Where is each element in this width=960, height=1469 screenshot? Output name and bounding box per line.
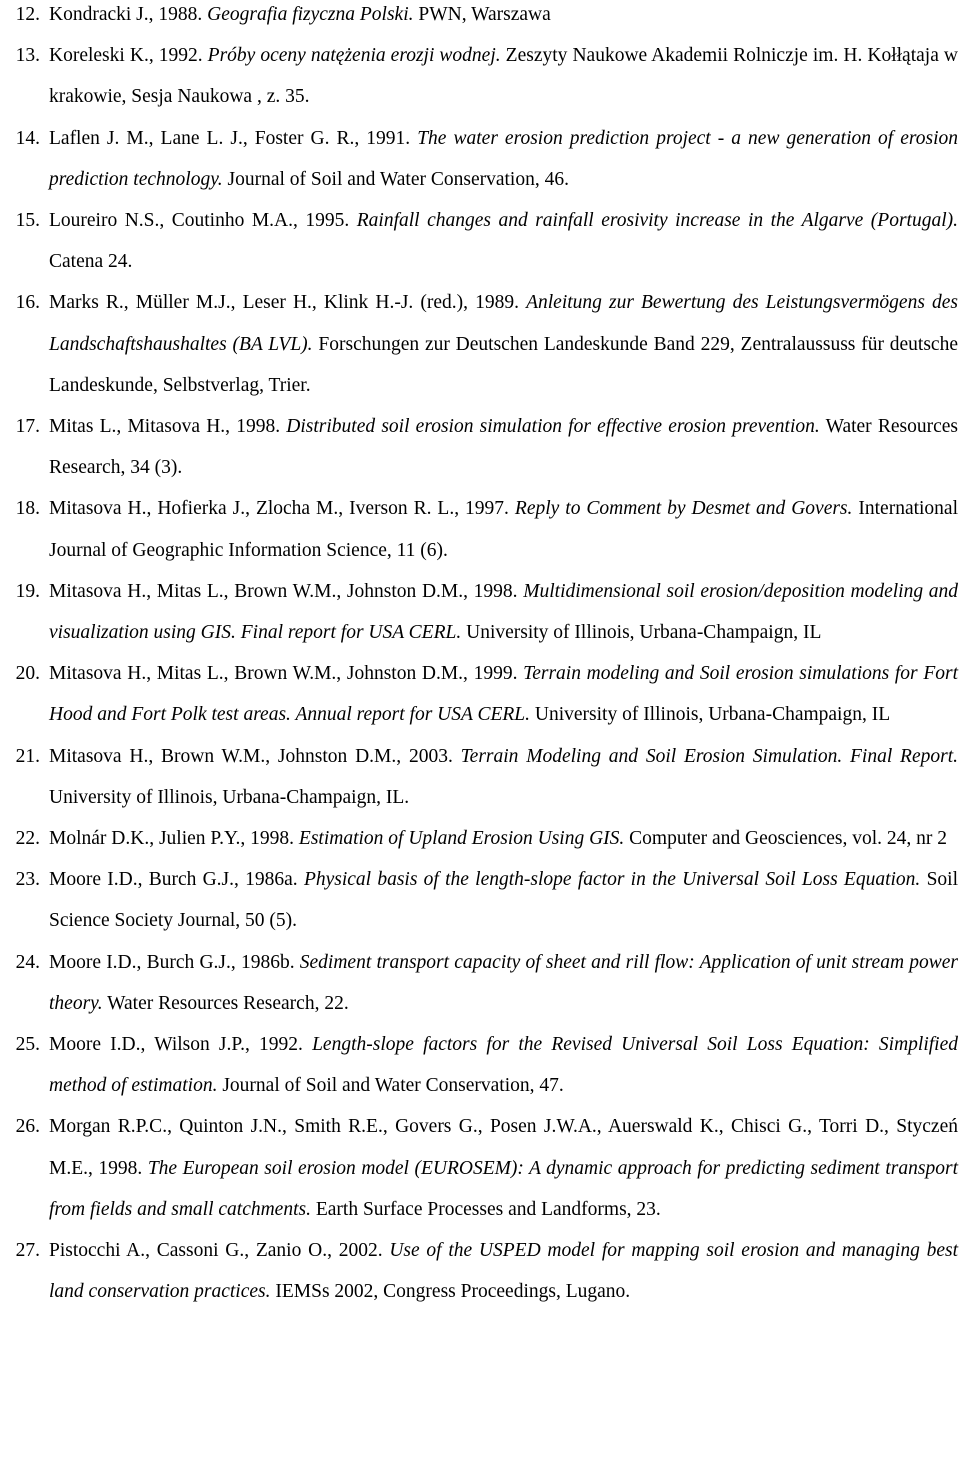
- reference-item: [0, 653, 958, 735]
- reference-authors: Mitasova H., Mitas L., Brown W.M., Johnston D.M., 1999.: [49, 663, 524, 685]
- reference-title: Anleitung zur Bewertung des Leistungsvermögens des Landschaftshaushaltes (BA LVL).: [49, 292, 958, 355]
- reference-title: Use of the USPED model for mapping soil erosion and managing best land conservation practices.: [49, 1240, 958, 1303]
- reference-item: [0, 1230, 958, 1312]
- reference-number: 20.: [15, 663, 40, 685]
- reference-source: Water Resources Research, 34 (3).: [49, 416, 958, 479]
- reference-title: Rainfall changes and rainfall erosivity increase in the Algarve (Portugal).: [356, 210, 958, 232]
- reference-title: Reply to Comment by Desmet and Govers.: [514, 498, 853, 520]
- reference-item: [0, 282, 958, 406]
- reference-item: [0, 1106, 958, 1230]
- reference-source: PWN, Warszawa: [413, 4, 551, 25]
- reference-item: [0, 200, 958, 282]
- reference-title: Physical basis of the length-slope factor in the Universal Soil Loss Equation.: [303, 869, 921, 891]
- reference-authors: Mitas L., Mitasova H., 1998.: [49, 416, 287, 438]
- reference-item: [0, 488, 958, 570]
- reference-authors: Molnár D.K., Julien P.Y., 1998.: [49, 828, 299, 850]
- reference-title: Length-slope factors for the Revised Universal Soil Loss Equation: Simplified method of estimation.: [49, 1034, 958, 1097]
- reference-source: IEMSs 2002, Congress Proceedings, Lugano.: [270, 1281, 631, 1303]
- reference-number: 23.: [15, 869, 40, 891]
- reference-authors: Laflen J. M., Lane L. J., Foster G. R., 1991.: [49, 127, 418, 149]
- reference-source: University of Illinois, Urbana-Champaign, IL: [461, 622, 822, 644]
- reference-number: 25.: [15, 1034, 40, 1056]
- reference-authors: Moore I.D., Wilson J.P., 1992.: [49, 1034, 313, 1056]
- reference-authors: Mitasova H., Hofierka J., Zlocha M., Iverson R. L., 1997.: [49, 498, 515, 520]
- reference-authors: Mitasova H., Brown W.M., Johnston D.M., 2003.: [49, 745, 461, 767]
- reference-authors: Loureiro N.S., Coutinho M.A., 1995.: [49, 210, 357, 232]
- reference-authors: Morgan R.P.C., Quinton J.N., Smith R.E., Govers G., Posen J.W.A., Auerswald K., Chisci G., Torri D., Styczeń M.E., 1998.: [49, 1116, 958, 1179]
- reference-number: 17.: [15, 416, 40, 438]
- reference-authors: Marks R., Müller M.J., Leser H., Klink H.-J. (red.), 1989.: [49, 292, 527, 314]
- reference-title: The European soil erosion model (EUROSEM): A dynamic approach for predicting sediment transport from fields and small catchments.: [49, 1157, 958, 1220]
- reference-source: University of Illinois, Urbana-Champaign, IL.: [49, 786, 410, 808]
- reference-source: Forschungen zur Deutschen Landeskunde Band 229, Zentralaussuss für deutsche Landeskunde, Selbstverlag, Trier.: [49, 333, 958, 396]
- reference-item: [0, 736, 958, 818]
- reference-authors: Kondracki J., 1988.: [49, 4, 208, 25]
- reference-authors: Moore I.D., Burch G.J., 1986b.: [49, 951, 300, 973]
- reference-title: Próby oceny natężenia erozji wodnej.: [207, 45, 501, 67]
- reference-source: Journal of Soil and Water Conservation, 46.: [222, 168, 569, 190]
- reference-number: 16.: [15, 292, 40, 314]
- reference-title: Sediment transport capacity of sheet and rill flow: Application of unit stream power theory.: [49, 951, 958, 1014]
- reference-title: Estimation of Upland Erosion Using GIS.: [298, 828, 625, 850]
- reference-title: Terrain modeling and Soil erosion simulations for Fort Hood and Fort Polk test areas. Annual report for USA CERL.: [49, 663, 958, 726]
- reference-source: University of Illinois, Urbana-Champaign, IL: [530, 704, 891, 726]
- reference-item: [0, 406, 958, 488]
- reference-item: [0, 0, 958, 35]
- reference-number: 26.: [15, 1116, 40, 1138]
- reference-source: Earth Surface Processes and Landforms, 23.: [310, 1198, 661, 1220]
- reference-item: [0, 818, 958, 859]
- reference-number: 19.: [15, 580, 40, 602]
- reference-source: Catena 24.: [49, 251, 133, 273]
- reference-item: [0, 1024, 958, 1106]
- reference-title: Terrain Modeling and Soil Erosion Simulation. Final Report.: [460, 745, 958, 767]
- reference-source: Journal of Soil and Water Conservation, 47.: [217, 1075, 564, 1097]
- reference-source: International Journal of Geographic Information Science, 11 (6).: [49, 498, 959, 561]
- reference-number: 12.: [15, 4, 40, 25]
- reference-number: 24.: [15, 951, 40, 973]
- reference-item: [0, 118, 958, 200]
- reference-title: The water erosion prediction project - a new generation of erosion prediction technology.: [49, 127, 958, 190]
- reference-authors: Koreleski K., 1992.: [49, 45, 208, 67]
- reference-number: 13.: [15, 45, 40, 67]
- reference-item: [0, 942, 958, 1024]
- reference-number: 15.: [15, 210, 40, 232]
- reference-source: Computer and Geosciences, vol. 24, nr 2: [624, 828, 948, 850]
- reference-title: Multidimensional soil erosion/deposition modeling and visualization using GIS. Final report for USA CERL.: [49, 580, 959, 644]
- reference-number: 14.: [15, 127, 40, 149]
- reference-number: 18.: [15, 498, 40, 520]
- reference-number: 22.: [15, 828, 40, 850]
- reference-item: [0, 35, 958, 117]
- reference-number: 21.: [15, 745, 40, 767]
- reference-title: Geografia fizyczna Polski.: [207, 4, 414, 25]
- reference-source: Soil Science Society Journal, 50 (5).: [49, 869, 958, 932]
- reference-number: 27.: [15, 1240, 40, 1262]
- reference-source: Water Resources Research, 22.: [102, 992, 349, 1014]
- reference-item: [0, 571, 958, 653]
- reference-authors: Pistocchi A., Cassoni G., Zanio O., 2002.: [49, 1240, 390, 1262]
- reference-item: [0, 859, 958, 941]
- reference-authors: Mitasova H., Mitas L., Brown W.M., Johnston D.M., 1998.: [49, 580, 524, 602]
- reference-source: Zeszyty Naukowe Akademii Rolniczje im. H. Kołłątaja w krakowie, Sesja Naukowa , z. 35.: [49, 45, 958, 108]
- reference-authors: Moore I.D., Burch G.J., 1986a.: [49, 869, 304, 891]
- reference-title: Distributed soil erosion simulation for effective erosion prevention.: [286, 416, 820, 438]
